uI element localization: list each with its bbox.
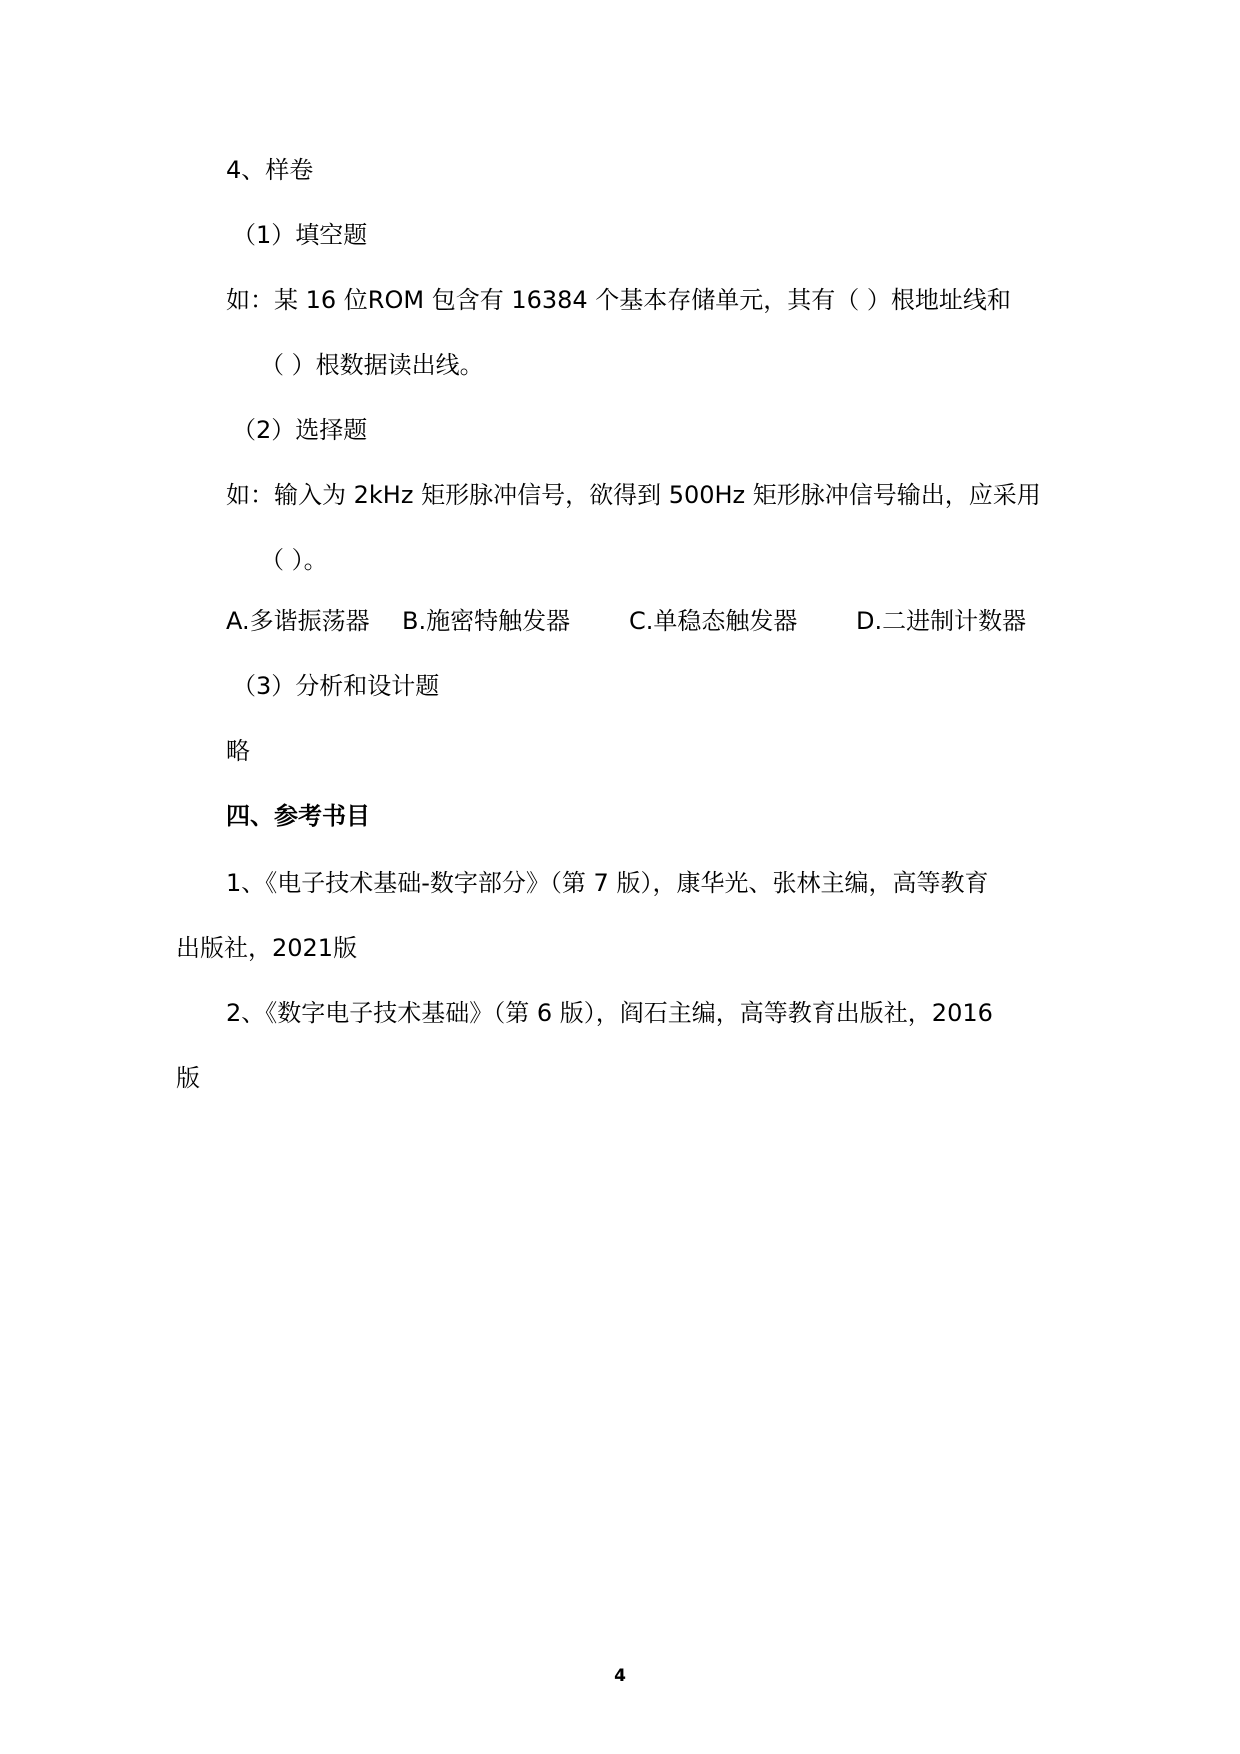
references-heading: 四、参考书目 bbox=[226, 802, 370, 830]
reference-item-2-line1: 2、《数字电子技术基础》（第 6 版），阎石主编，高等教育出版社，2016 bbox=[226, 999, 993, 1027]
reference-item-1-line2: 出版社，2021版 bbox=[176, 934, 358, 962]
choice-example-line1: 如：输入为 2kHz 矩形脉冲信号，欲得到 500Hz 矩形脉冲信号输出，应采用 bbox=[226, 481, 1041, 509]
fill-blank-heading: （1）填空题 bbox=[232, 221, 368, 249]
choice-options bbox=[226, 606, 1126, 636]
choice-option-b: B.施密特触发器 bbox=[402, 607, 571, 635]
fill-blank-example-line2: （ ）根数据读出线。 bbox=[260, 351, 484, 379]
reference-item-1-line1: 1、《电子技术基础-数字部分》（第 7 版），康华光、张林主编，高等教育 bbox=[226, 869, 989, 897]
reference-item-2-line2: 版 bbox=[176, 1064, 200, 1092]
section-title: 4、样卷 bbox=[226, 156, 314, 184]
page-number: 4 bbox=[614, 1666, 626, 1686]
analysis-content: 略 bbox=[226, 737, 250, 765]
fill-blank-example-line1: 如：某 16 位ROM 包含有 16384 个基本存储单元，其有（ ）根地址线和 bbox=[226, 286, 1011, 314]
choice-example-line2: （ ）。 bbox=[260, 546, 328, 574]
choice-option-d: D.二进制计数器 bbox=[856, 607, 1027, 635]
choice-heading: （2）选择题 bbox=[232, 416, 368, 444]
choice-option-c: C.单稳态触发器 bbox=[629, 607, 798, 635]
choice-option-a: A.多谐振荡器 bbox=[226, 607, 370, 635]
analysis-heading: （3）分析和设计题 bbox=[232, 672, 440, 700]
